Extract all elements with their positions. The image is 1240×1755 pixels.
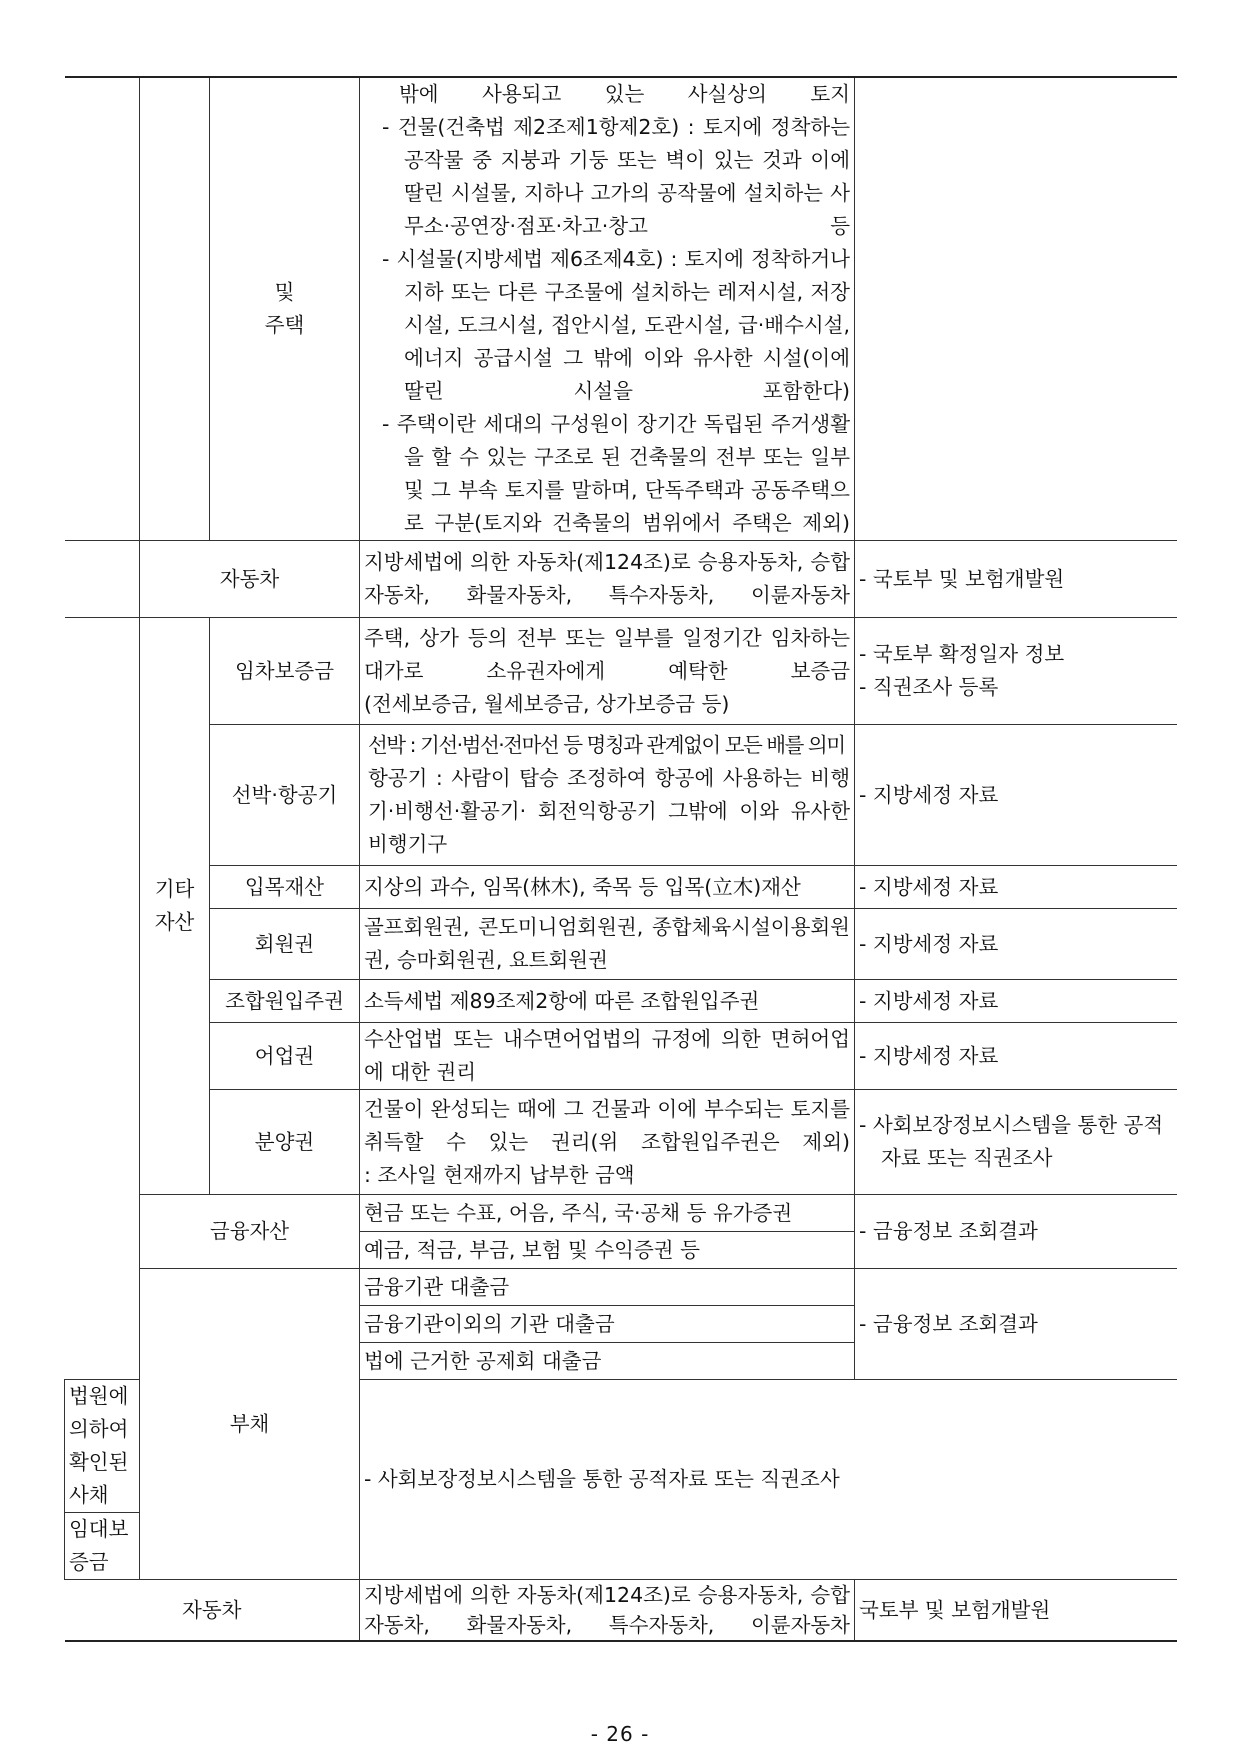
table-row (65, 866, 1177, 909)
category-label: 조합원입주권 (210, 980, 360, 1023)
category-label: 분양권 (210, 1090, 360, 1195)
description-cell: 소득세법 제89조제2항에 따른 조합원입주권 (360, 980, 855, 1023)
category-label: 선박·항공기 (210, 725, 360, 866)
description-cell: 골프회원권, 콘도미니엄회원권, 종합체육시설이용회원권, 승마회원권, 요트회원권 (360, 909, 855, 980)
description-cell (360, 77, 855, 541)
description-cell: 수산업법 또는 내수면어업법의 규정에 의한 면허어업에 대한 권리 (360, 1023, 855, 1090)
table-row (65, 1195, 1177, 1232)
source-cell: - 금융정보 조회결과 (855, 1195, 1177, 1269)
description-text: 건물이 완성되는 때에 그 건물과 이에 부수되는 토지를 취득할 수 있는 권리(위 조합원입주권은 제외) (364, 1096, 850, 1154)
blank-cell (65, 77, 140, 541)
blank-cell (140, 77, 210, 541)
table-row (65, 980, 1177, 1023)
description-cell: 현금 또는 수표, 어음, 주식, 국·공채 등 유가증권 (360, 1195, 855, 1232)
description-text: 선박 : 기선·범선·전마선 등 명칭과 관계없이 모든 배를 의미 (368, 733, 845, 757)
other-assets-label (140, 618, 210, 1195)
description-text: - 주택이란 세대의 구성원이 장기간 독립된 주거생활을 할 수 있는 구조로 된 건축물의 전부 또는 일부 및 그 부속 토지를 말하며, 단독주택과 공동주택으로 구분(토지와 건축물의 범위에서 주택은 제외) (382, 412, 850, 535)
category-label-line2: 주택 (264, 313, 305, 337)
page-number: - 26 - (590, 1722, 650, 1746)
source-cell: - 지방세정 자료 (855, 909, 1177, 980)
source-cell (855, 618, 1177, 725)
table-row (65, 1023, 1177, 1090)
description-cell (360, 725, 855, 866)
description-cell: 예금, 적금, 부금, 보험 및 수익증권 등 (360, 1232, 855, 1269)
description-text: : 조사일 현재까지 납부한 금액 (364, 1162, 635, 1187)
category-label: 회원권 (210, 909, 360, 980)
source-cell: - 지방세정 자료 (855, 1023, 1177, 1090)
category-label: 자동차 (65, 1580, 360, 1642)
table-row (65, 909, 1177, 980)
table-row (65, 541, 1177, 618)
source-text: - 직권조사 등록 (859, 675, 999, 699)
table-row (65, 77, 1177, 541)
category-label-line1: 및 (274, 280, 295, 304)
source-text: - 국토부 확정일자 정보 (859, 642, 1065, 666)
description-cell: 지방세법에 의한 자동차(제124조)로 승용자동차, 승합자동차, 화물자동차, 특수자동차, 이륜자동차 (360, 1580, 855, 1642)
source-cell (360, 1380, 855, 1580)
description-text: 밖에 사용되고 있는 사실상의 토지 (399, 82, 850, 106)
source-cell: - 지방세정 자료 (855, 725, 1177, 866)
blank-cell (65, 618, 140, 1380)
source-cell: - 국토부 및 보험개발원 (855, 541, 1177, 618)
description-text: (전세보증금, 월세보증금, 상가보증금 등) (364, 691, 730, 716)
table-row (65, 1090, 1177, 1195)
category-label: 임차보증금 (210, 618, 360, 725)
other-assets-label-line1: 기타 (154, 877, 195, 901)
asset-definition-table (64, 76, 1177, 1642)
table-row (65, 725, 1177, 866)
description-cell: 법원에 의하여 확인된 사채 (65, 1380, 140, 1513)
source-cell (855, 77, 1177, 541)
description-cell: 지방세법에 의한 자동차(제124조)로 승용자동차, 승합자동차, 화물자동차, 특수자동차, 이륜자동차 (360, 541, 855, 618)
category-label (210, 77, 360, 541)
category-label: 어업권 (210, 1023, 360, 1090)
source-cell: - 지방세정 자료 (855, 980, 1177, 1023)
description-cell: 법에 근거한 공제회 대출금 (360, 1343, 855, 1380)
description-cell: 지상의 과수, 임목(林木), 죽목 등 입목(立木)재산 (360, 866, 855, 909)
table-row (65, 1269, 1177, 1306)
source-cell (855, 1090, 1177, 1195)
source-cell: - 지방세정 자료 (855, 866, 1177, 909)
description-cell: 임대보증금 (65, 1513, 140, 1580)
source-text: - 사회보장정보시스템을 통한 공적자료 또는 직권조사 (859, 1113, 1164, 1170)
category-label: 입목재산 (210, 866, 360, 909)
source-cell: 국토부 및 보험개발원 (855, 1580, 1177, 1642)
source-cell: - 금융정보 조회결과 (855, 1269, 1177, 1380)
blank-cell (65, 541, 140, 618)
category-label: 자동차 (140, 541, 360, 618)
table-row (65, 1580, 1177, 1642)
table-row (65, 618, 1177, 725)
category-label: 부채 (140, 1269, 360, 1580)
other-assets-label-line2: 자산 (154, 910, 195, 934)
description-text: 주택, 상가 등의 전부 또는 일부를 일정기간 임차하는 대가로 소유권자에게 예탁한 보증금 (364, 625, 850, 683)
description-cell: 금융기관이외의 기관 대출금 (360, 1306, 855, 1343)
description-cell (360, 618, 855, 725)
description-text: - 건물(건축법 제2조제1항제2호) : 토지에 정착하는 공작물 중 지붕과 기둥 또는 벽이 있는 것과 이에 딸린 시설물, 지하나 고가의 공작물에 설치하는 사무소·공연장·점포·차고·창고 등 (382, 115, 850, 238)
description-cell (360, 1090, 855, 1195)
description-text: - 시설물(지방세법 제6조제4호) : 토지에 정착하거나 지하 또는 다른 구조물에 설치하는 레저시설, 저장시설, 도크시설, 접안시설, 도관시설, 급·배수시설, 에너지 공급시설 그 밖에 이와 유사한 시설(이에 딸린 시설을 포함한다) (382, 247, 850, 403)
description-cell: 금융기관 대출금 (360, 1269, 855, 1306)
category-label: 금융자산 (140, 1195, 360, 1269)
source-text: - 사회보장정보시스템을 통한 공적자료 또는 직권조사 (364, 1467, 840, 1491)
description-text: 항공기 : 사람이 탑승 조정하여 항공에 사용하는 비행기·비행선·활공기· 회전익항공기 그밖에 이와 유사한 비행기구 (368, 766, 850, 856)
